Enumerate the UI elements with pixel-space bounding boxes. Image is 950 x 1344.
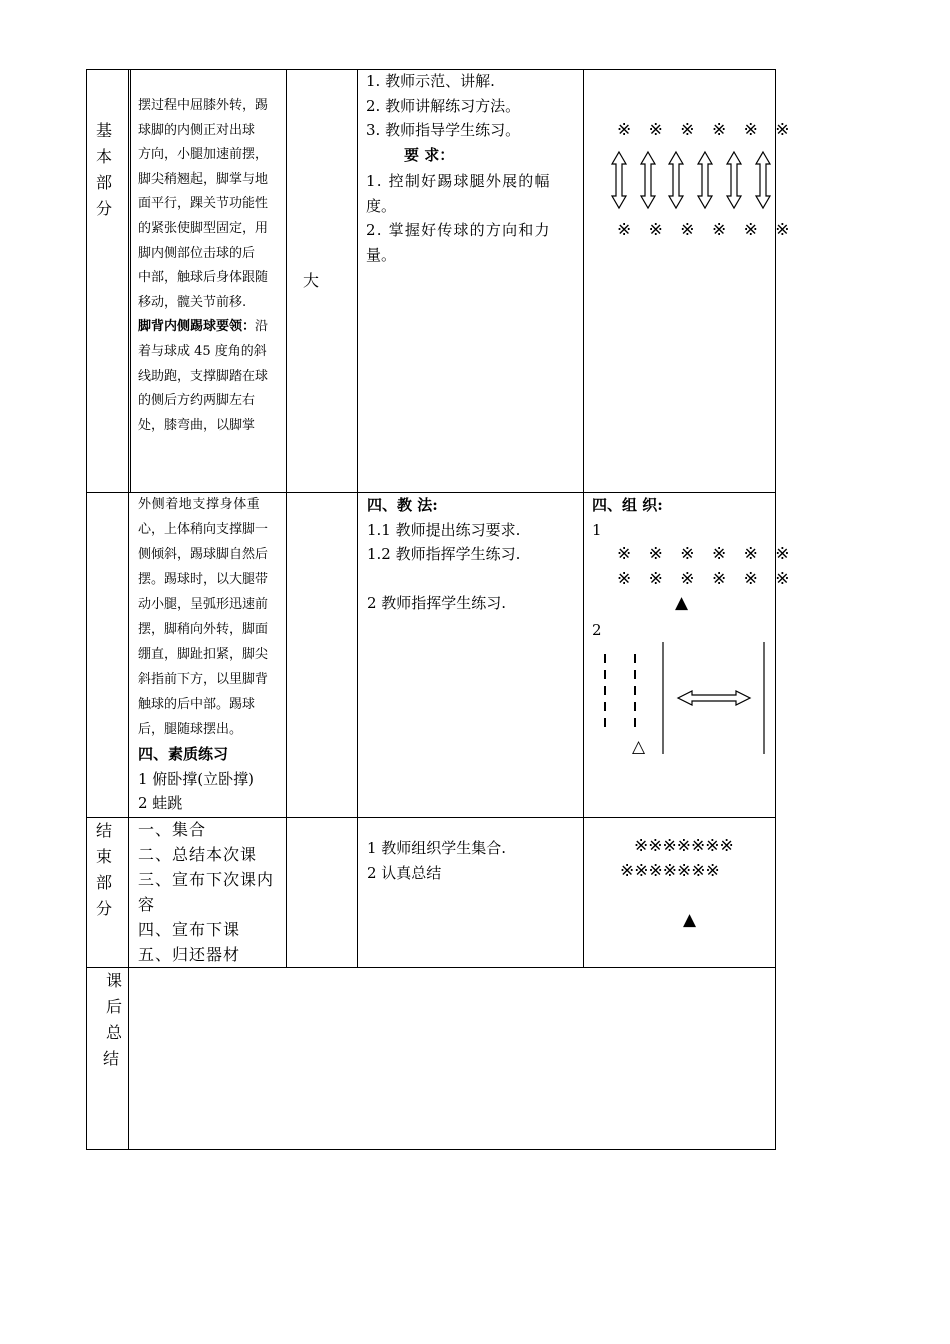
content-line: 侧倾斜，踢球脚自然后 (138, 547, 269, 562)
quality-item: 2 蛙跳 (138, 794, 183, 812)
label-char: 部 (95, 873, 112, 892)
content-line: 斜指前下方，以里脚背 (138, 672, 269, 687)
content-line: 方向，小腿加速前摆， (138, 147, 269, 163)
label-char: 本 (95, 147, 112, 166)
content-line: 脚内侧部位击球的后 (138, 245, 256, 261)
key-text: 沿 (255, 319, 269, 335)
content-line: 摆，脚稍向外转，脚面 (138, 622, 269, 637)
double-arrow-icon (698, 152, 712, 208)
horizontal-double-arrow-icon (678, 691, 750, 705)
key-line: 处，膝弯曲，以脚掌 (138, 417, 256, 433)
teacher-icon: ▲ (675, 593, 689, 613)
double-arrow-icon (669, 152, 683, 208)
requirement-line: 度。 (366, 196, 397, 215)
content-line: 心，上体稍向支撑脚一 (138, 522, 269, 537)
content-line: 二、总结本次课 (138, 845, 258, 864)
label-char: 部 (95, 173, 112, 192)
content-line: 摆过程中屈膝外转，踢 (138, 98, 269, 113)
method-line: 1 教师组织学生集合. (367, 839, 507, 857)
double-arrow-icon (756, 152, 770, 208)
double-arrow-icon (641, 152, 655, 208)
quality-title: 四、素质练习 (138, 745, 229, 763)
key-line: 着与球成 45 度角的斜 (138, 344, 267, 359)
key-line (138, 315, 268, 340)
formation-row-bottom: ※※※※※※※ (620, 861, 720, 881)
quality-item: 1 俯卧撑(立卧撑) (138, 770, 255, 788)
method-line: 1.2 教师指挥学生练习. (367, 545, 521, 563)
drill-diagram (592, 640, 772, 760)
label-char: 结 (102, 1049, 119, 1068)
content-line: 球脚的内侧正对出球 (138, 122, 256, 138)
section4-label (93, 968, 129, 1072)
content-line: 中部，触球后身体跟随 (138, 270, 269, 286)
method-line: 3. 教师指导学生练习。 (366, 121, 521, 139)
content-line: 摆。踢球时，以大腿带 (138, 572, 269, 587)
col-divider-method (583, 69, 584, 968)
formation-row-bottom: ※ ※ ※ ※ ※ ※ (617, 220, 796, 240)
requirements-title: 要 求： (404, 145, 455, 164)
content-line: 的紧张使脚型固定，用 (138, 221, 269, 236)
key-line: 的侧后方约两脚左右 (138, 393, 256, 409)
label-char: 总 (105, 1023, 122, 1042)
method-line: 1. 教师示范、讲解. (366, 72, 495, 90)
open-triangle-icon: △ (632, 737, 646, 757)
key-title: 脚背内侧踢球要领： (138, 319, 256, 335)
section1-label (86, 118, 122, 222)
teacher-icon: ▲ (683, 910, 697, 930)
content-line: 外侧着地支撑身体重 (138, 497, 261, 512)
content-line: 五、归还器材 (138, 945, 241, 964)
double-arrow-icon (612, 152, 626, 208)
formation-row-top: ※※※※※※※ (634, 836, 734, 856)
requirement-line: 1. 控制好踢球腿外展的幅 (366, 172, 551, 190)
label-char: 基 (95, 121, 112, 140)
requirement-line: 量。 (366, 245, 397, 264)
content-line: 三、宣布下次课内 (138, 870, 275, 889)
content-line: 绷直，脚趾扣紧，脚尖 (138, 647, 269, 662)
key-line: 线助跑，支撑脚踏在球 (138, 368, 269, 384)
formation-row-top: ※ ※ ※ ※ ※ ※ (617, 544, 796, 564)
col-divider-content-inner (130, 69, 131, 493)
formation-row-top: ※ ※ ※ ※ ※ ※ (617, 120, 796, 140)
content-line: 后，腿随球摆出。 (138, 722, 243, 737)
content-line: 四、宣布下课 (138, 920, 241, 939)
label-char: 束 (95, 847, 112, 866)
col-divider-intensity (357, 69, 358, 968)
content-line: 容 (138, 895, 155, 914)
org-title: 四、组 织: (592, 496, 663, 514)
label-char: 课 (105, 971, 122, 990)
method-line: 1.1 教师提出练习要求. (367, 520, 521, 539)
content-line: 移动，髋关节前移. (138, 294, 247, 310)
content-line: 动小腿，呈弧形迅速前 (138, 597, 269, 612)
formation-row-bottom: ※ ※ ※ ※ ※ ※ (617, 569, 796, 589)
method-line: 2. 教师讲解练习方法。 (366, 96, 521, 115)
table-border-bottom (86, 1149, 776, 1150)
label-char: 结 (95, 821, 112, 840)
content-line: 一、集合 (138, 820, 207, 839)
method-line: 2 教师指挥学生练习. (367, 594, 507, 612)
org-label: 1 (592, 521, 602, 539)
method-title: 四、教 法: (367, 496, 438, 514)
label-char: 分 (95, 199, 112, 218)
requirement-line: 2. 掌握好传球的方向和力 (366, 221, 551, 239)
method-line: 2 认真总结 (367, 864, 442, 882)
content-line: 脚尖稍翘起，脚掌与地 (138, 171, 269, 187)
section3-label (86, 818, 122, 922)
double-arrow-icon (727, 152, 741, 208)
intensity-value: 大 (303, 271, 320, 290)
label-char: 后 (105, 997, 122, 1016)
label-char: 分 (95, 899, 112, 918)
content-line: 面平行，踝关节功能性 (138, 196, 269, 212)
content-line: 触球的后中部。踢球 (138, 697, 256, 712)
row-divider-3 (86, 967, 776, 968)
table-border-left (86, 69, 87, 1150)
org-label: 2 (592, 621, 602, 639)
double-arrows (609, 150, 774, 210)
col-divider-content (286, 69, 287, 968)
